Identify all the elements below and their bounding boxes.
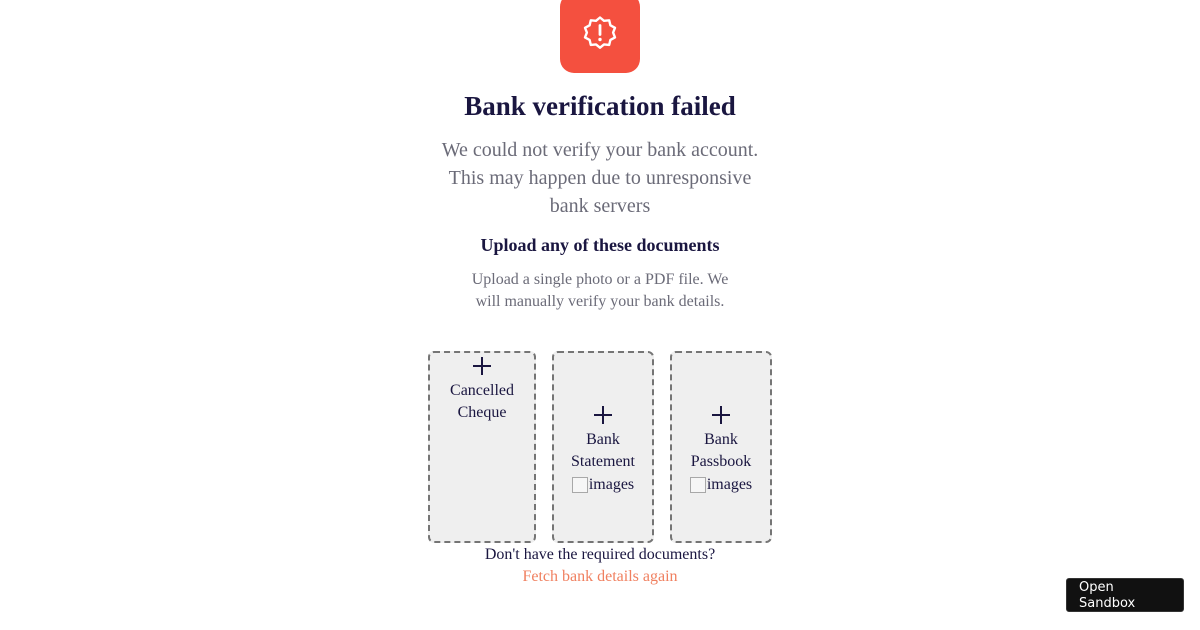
image-alt-text: images — [706, 476, 753, 493]
no-documents-text: Don't have the required documents? — [484, 546, 716, 563]
plus-icon — [472, 356, 492, 376]
plus-icon — [593, 405, 613, 425]
broken-image-icon — [572, 477, 588, 493]
upload-description: Upload a single photo or a PDF file. We will manually verify your bank details. — [471, 271, 729, 310]
upload-card-bank-statement[interactable] — [552, 351, 654, 543]
page-title: Bank verification failed — [464, 91, 736, 121]
upload-card-label: Bank Statement — [571, 431, 635, 470]
fetch-bank-details-link[interactable]: Fetch bank details again — [522, 568, 678, 585]
broken-image — [572, 474, 634, 496]
upload-card-bank-passbook[interactable] — [670, 351, 772, 543]
open-sandbox-button[interactable]: Open Sandbox — [1066, 578, 1184, 612]
page-subtitle: We could not verify your bank account. This may happen due to unresponsive bank servers — [441, 139, 759, 217]
plus-icon — [711, 405, 731, 425]
alert-badge-icon — [581, 14, 619, 52]
upload-heading: Upload any of these documents — [480, 235, 720, 255]
alert-badge — [560, 0, 640, 73]
upload-card-label: Bank Passbook — [690, 431, 752, 470]
upload-card-label: Cancelled Cheque — [450, 382, 514, 421]
broken-image — [690, 474, 752, 496]
image-alt-text: images — [588, 476, 635, 493]
broken-image-icon — [690, 477, 706, 493]
upload-card-cancelled-cheque[interactable] — [428, 351, 536, 543]
